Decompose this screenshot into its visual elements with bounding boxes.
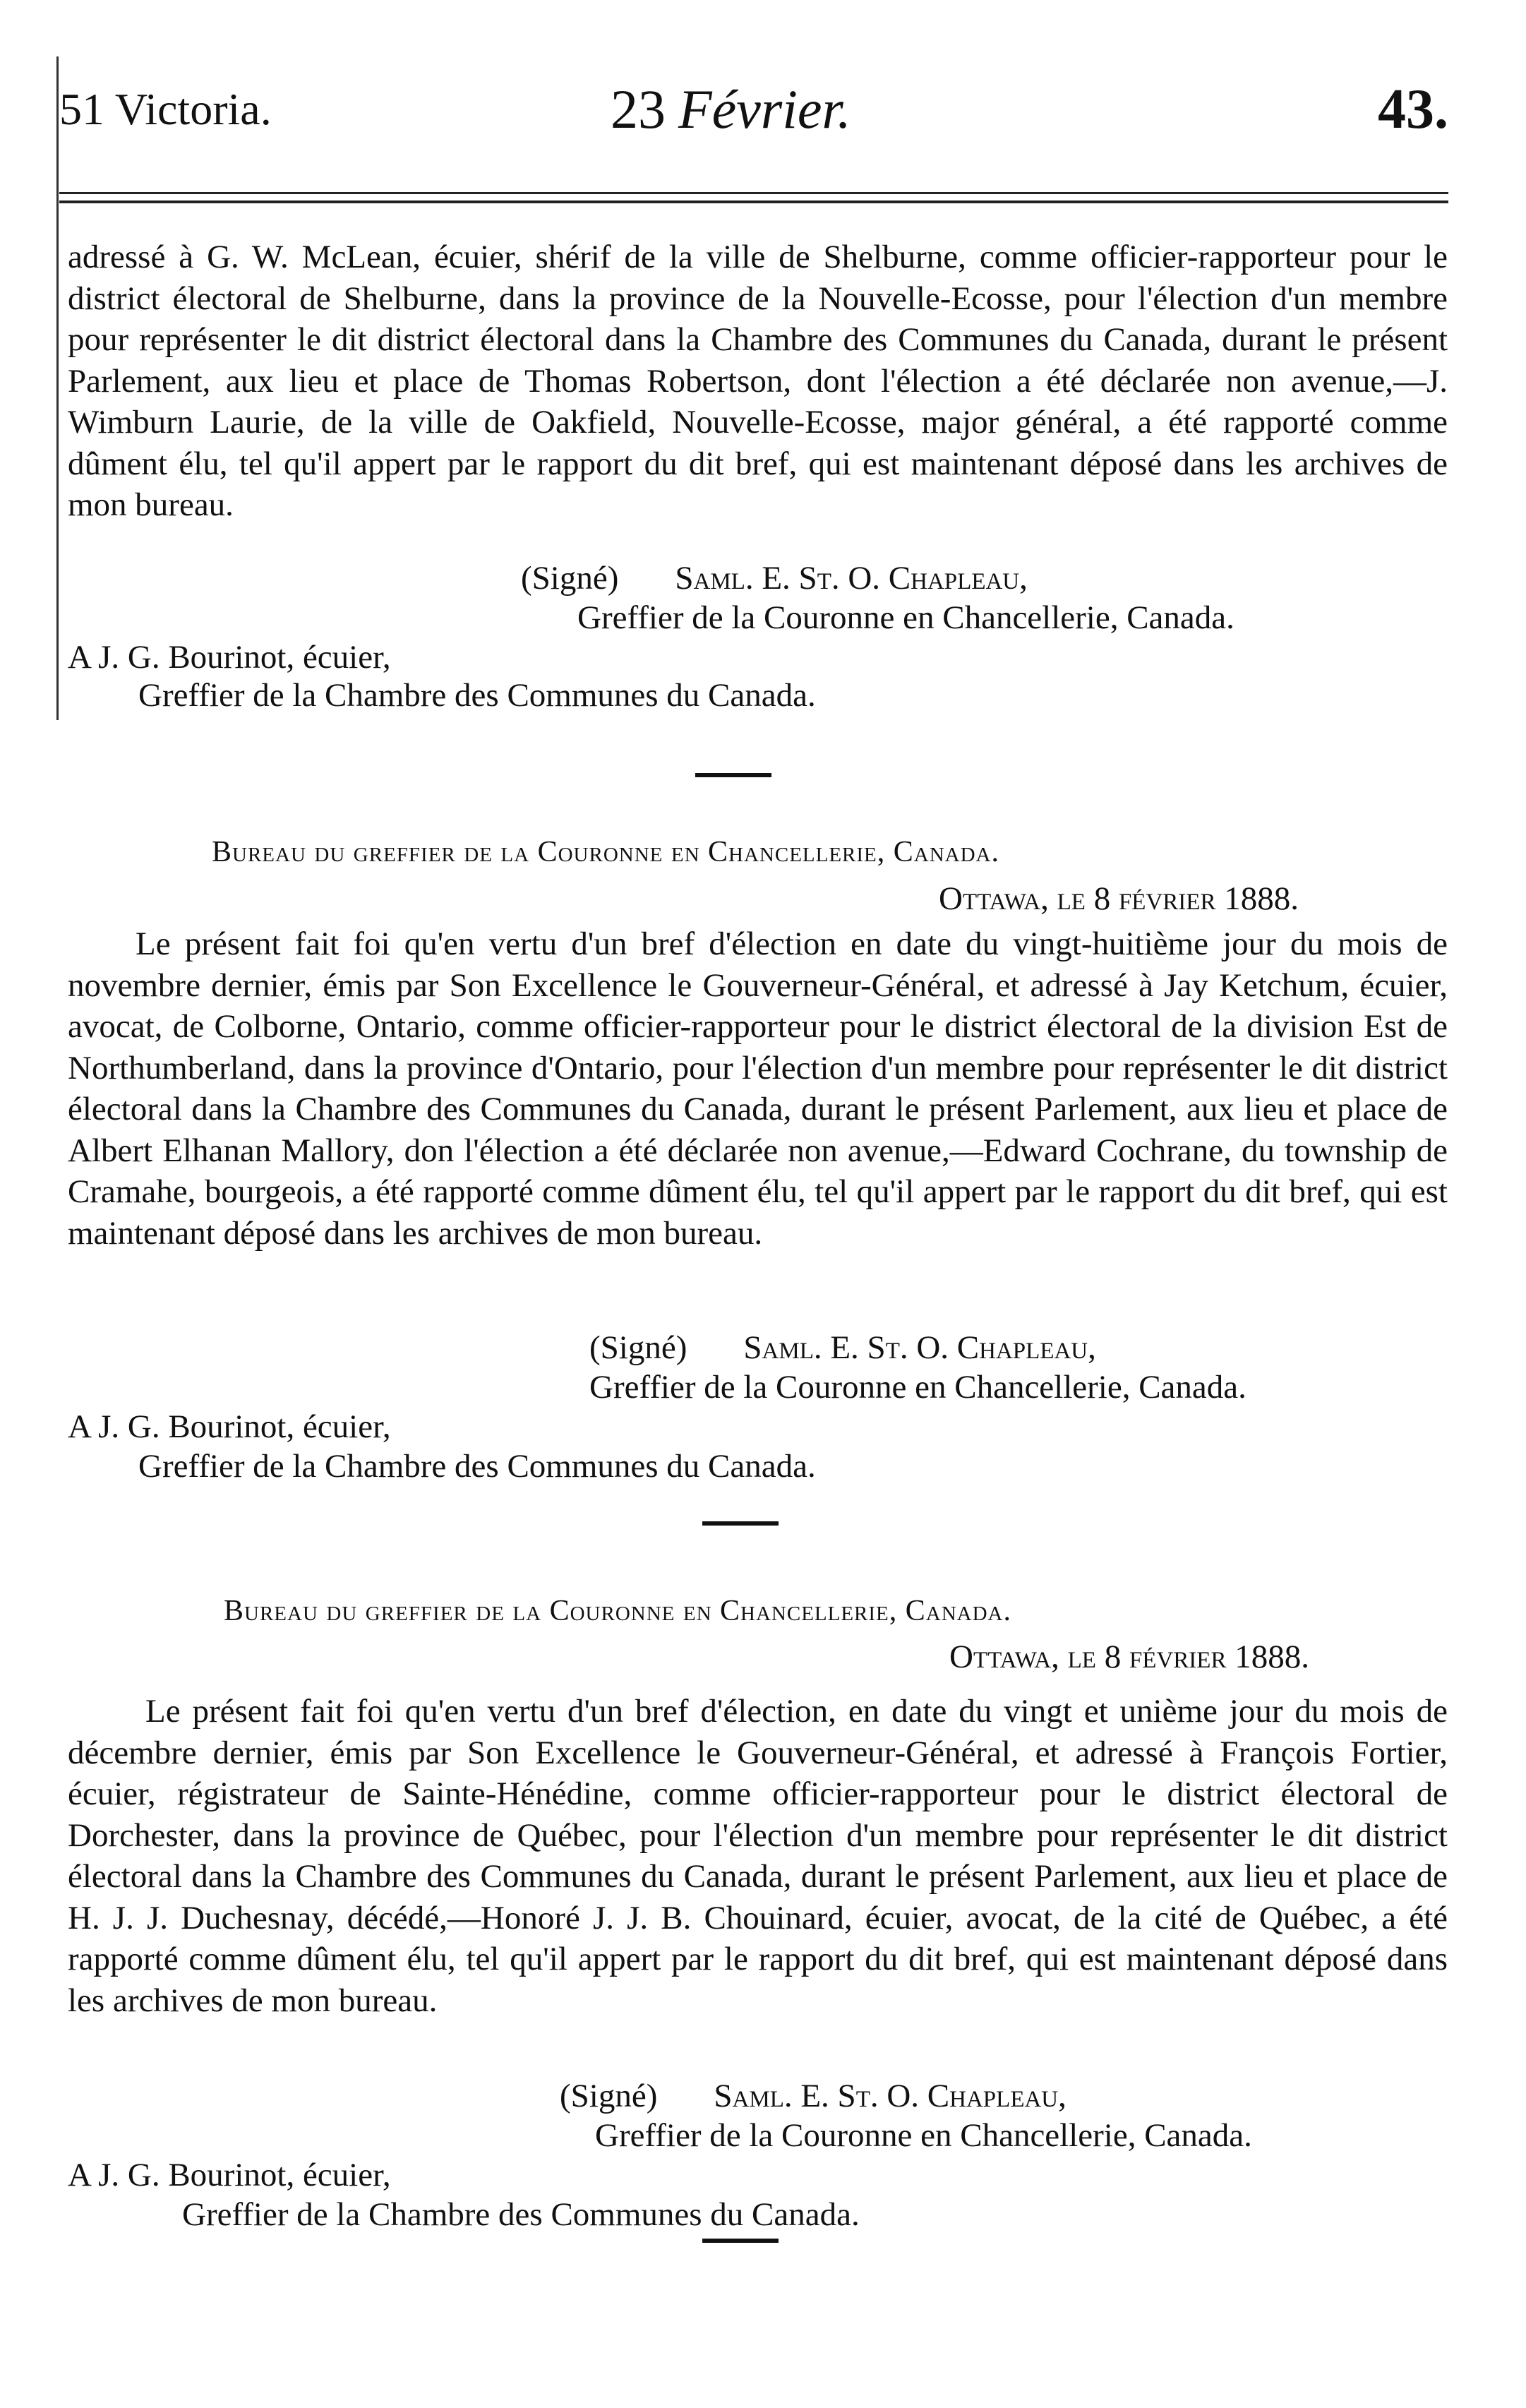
- section-1-body: adressé à G. W. McLean, écuier, shérif de la ville de Shelburne, comme officier-rapporteur pour le district électoral de Shelburne, dans la province de la Nouvelle-Ecosse, pour l'élection d'un membre pour représenter le dit district électoral dans la Chambre des Communes du Canada, durant le présent Parlement, aux lieu et place de Thomas Robertson, dont l'élection a été déclarée non avenue,—J. Wimburn Laurie, de la ville de Oakfield, Nouvelle-Ecosse, major général, a été rapporté comme dûment élu, tel qu'il appert par le rapport du dit bref, qui est maintenant déposé dans les archives de mon bureau.: [68, 239, 1448, 523]
- signed-label: (Signé): [589, 1329, 687, 1366]
- header-regnal-year: 51 Victoria.: [59, 84, 272, 134]
- section-separator: [702, 1521, 779, 1526]
- signer-title: Greffier de la Couronne en Chancellerie, Canada.: [595, 2117, 1252, 2154]
- page-number: 43.: [1378, 78, 1448, 140]
- header-date: [611, 78, 851, 141]
- recipient-name: A J. G. Bourinot, écuier,: [68, 2157, 391, 2193]
- header-rule: [59, 192, 1448, 194]
- signer-title: Greffier de la Couronne en Chancellerie, Canada.: [589, 1369, 1246, 1406]
- signer-name: Saml. E. St. O. Chapleau,: [743, 1329, 1096, 1366]
- section-2-body: Le présent fait foi qu'en vertu d'un bref d'élection en date du vingt-huitième jour du mois de novembre dernier, émis par Son Excellence le Gouverneur-Général, et adressé à Jay Ketchum, écuier, avocat, de Colborne, Ontario, comme officier-rapporteur pour le district électoral de la division Est de Northumberland, dans la province d'Ontario, pour l'élection d'un membre pour représenter le dit district électoral dans la Chambre des Communes du Canada, durant le présent Parlement, aux lieu et place de Albert Elhanan Mallory, don l'élection a été déclarée non avenue,—Edward Cochrane, du township de Cramahe, bourgeois, a été rapporté comme dûment élu, tel qu'il appert par le rapport du dit bref, qui est maintenant déposé dans les archives de mon bureau.: [68, 926, 1448, 1252]
- section-3-place-date: Ottawa, le 8 février 1888.: [949, 1639, 1309, 1675]
- signer-name: Saml. E. St. O. Chapleau,: [714, 2078, 1067, 2114]
- section-1-signature-line: [521, 558, 1028, 599]
- section-3-signature-line: [560, 2075, 1067, 2116]
- section-2-place-date: Ottawa, le 8 février 1888.: [939, 880, 1299, 917]
- signer-name: Saml. E. St. O. Chapleau,: [675, 560, 1028, 597]
- signed-label: (Signé): [560, 2078, 658, 2114]
- section-separator: [702, 2239, 779, 2243]
- section-3-office-heading: Bureau du greffier de la Couronne en Chancellerie, Canada.: [224, 1595, 1011, 1627]
- section-3-body: Le présent fait foi qu'en vertu d'un bref d'élection, en date du vingt et unième jour du mois de décembre dernier, émis par Son Excellence le Gouverneur-Général, et adressé à François Fortier, écuier, régistrateur de Sainte-Hénédine, comme officier-rapporteur pour le district électoral de Dorchester, dans la province de Québec, pour l'élection d'un membre pour représenter le dit district électoral dans la Chambre des Communes du Canada, durant le présent Parlement, aux lieu et place de H. J. J. Duchesnay, décédé,—Honoré J. J. B. Chouinard, écuier, avocat, de la cité de Québec, a été rapporté comme dûment élu, tel qu'il appert par le rapport du dit bref, qui est maintenant déposé dans les archives de mon bureau.: [68, 1693, 1448, 2019]
- section-2-signature-line: [589, 1327, 1096, 1368]
- header-rule-double: [59, 200, 1448, 203]
- binding-margin-line: [56, 56, 59, 720]
- recipient-name: A J. G. Bourinot, écuier,: [68, 639, 391, 676]
- recipient-title: Greffier de la Chambre des Communes du Canada.: [182, 2196, 860, 2233]
- recipient-title: Greffier de la Chambre des Communes du Canada.: [138, 1448, 816, 1485]
- header-date-month: Février.: [678, 78, 851, 140]
- recipient-title: Greffier de la Chambre des Communes du Canada.: [138, 677, 816, 714]
- section-2-office-heading: Bureau du greffier de la Couronne en Chancellerie, Canada.: [212, 836, 999, 868]
- recipient-name: A J. G. Bourinot, écuier,: [68, 1408, 391, 1445]
- signed-label: (Signé): [521, 560, 619, 597]
- signer-title: Greffier de la Couronne en Chancellerie, Canada.: [577, 599, 1234, 636]
- section-separator: [695, 773, 771, 777]
- header-date-number: 23: [611, 78, 666, 140]
